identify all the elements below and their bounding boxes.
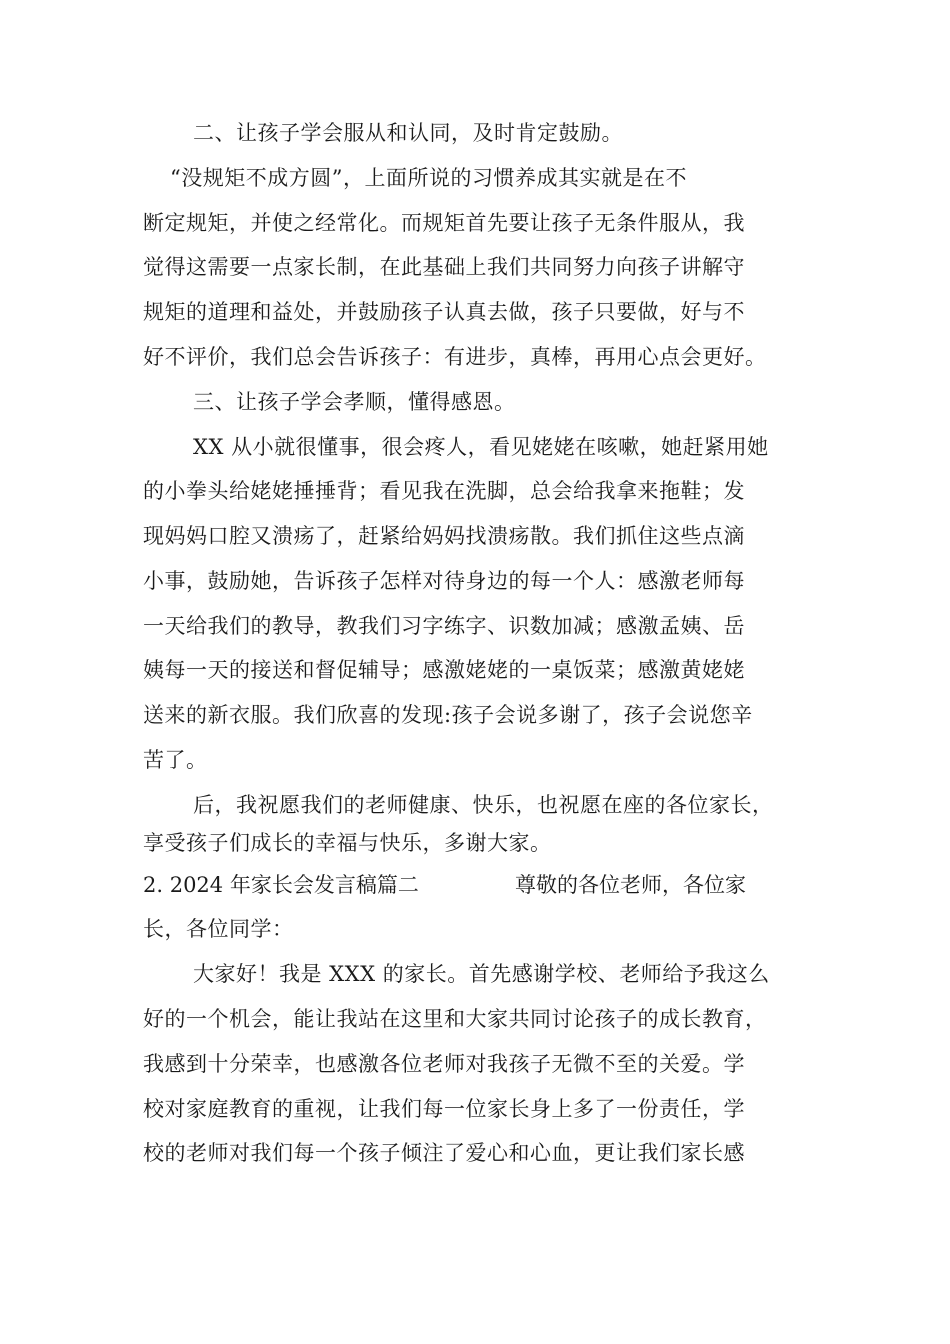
section-heading-obedience: 二、让孩子学会服从和认同，及时肯定鼓励。	[193, 121, 623, 145]
paragraph-line: 现妈妈口腔又溃疡了，赶紧给妈妈找溃疡散。我们抓住这些点滴	[143, 524, 745, 548]
salutation-continued: 长，各位同学：	[143, 917, 294, 941]
paragraph-line: XX 从小就很懂事，很会疼人，看见姥姥在咳嗽，她赶紧用她	[193, 435, 769, 459]
paragraph-line: 一天给我们的教导，教我们习字练字、识数加减；感激孟姨、岳	[143, 614, 745, 638]
paragraph-line: 规矩的道理和益处，并鼓励孩子认真去做，孩子只要做，好与不	[143, 300, 745, 324]
paragraph-line: 校对家庭教育的重视，让我们每一位家长身上多了一份责任，学	[143, 1097, 745, 1121]
section-2-heading	[143, 870, 843, 900]
paragraph-line: 的小拳头给姥姥捶捶背；看见我在洗脚，总会给我拿来拖鞋；发	[143, 479, 745, 503]
paragraph-line: “没规矩不成方圆”，上面所说的习惯养成其实就是在不	[170, 166, 687, 190]
paragraph-line: 小事，鼓励她，告诉孩子怎样对待身边的每一个人：感激老师每	[143, 569, 745, 593]
paragraph-line: 觉得这需要一点家长制，在此基础上我们共同努力向孩子讲解守	[143, 255, 745, 279]
paragraph-line: 送来的新衣服。我们欣喜的发现:孩子会说多谢了，孩子会说您辛	[143, 703, 753, 727]
salutation: 尊敬的各位老师，各位家	[515, 873, 746, 897]
paragraph-line: 大家好！我是 XXX 的家长。首先感谢学校、老师给予我这么	[193, 962, 770, 986]
closing-line: 享受孩子们成长的幸福与快乐，多谢大家。	[143, 831, 552, 855]
paragraph-line: 好不评价，我们总会告诉孩子：有进步，真棒，再用心点会更好。	[143, 345, 767, 369]
paragraph-line: 姨每一天的接送和督促辅导；感激姥姥的一桌饭菜；感激黄姥姥	[143, 658, 745, 682]
section-heading-gratitude: 三、让孩子学会孝顺，懂得感恩。	[193, 390, 516, 414]
paragraph-line: 苦了。	[143, 748, 208, 772]
closing-line: 后，我祝愿我们的老师健康、快乐，也祝愿在座的各位家长，	[193, 793, 774, 817]
paragraph-line: 我感到十分荣幸，也感激各位老师对我孩子无微不至的关爱。学	[143, 1052, 745, 1076]
section-2-title: 2. 2024 年家长会发言稿篇二	[143, 873, 419, 897]
paragraph-line: 校的老师对我们每一个孩子倾注了爱心和心血，更让我们家长感	[143, 1141, 745, 1165]
paragraph-line: 断定规矩，并使之经常化。而规矩首先要让孩子无条件服从，我	[143, 211, 745, 235]
paragraph-line: 好的一个机会，能让我站在这里和大家共同讨论孩子的成长教育，	[143, 1007, 767, 1031]
